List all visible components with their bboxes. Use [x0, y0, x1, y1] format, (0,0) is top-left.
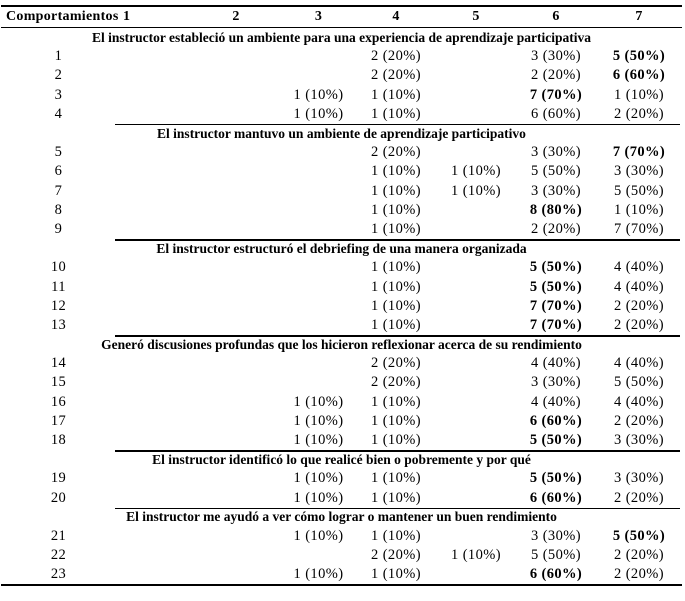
row-number: 4	[54, 105, 63, 122]
table-row	[1, 354, 682, 373]
section-header-row	[1, 239, 682, 258]
row-number: 5	[54, 144, 63, 161]
cell-col7: 4 (40%)	[614, 278, 664, 295]
cell-col5	[436, 66, 516, 85]
cell-col3	[281, 66, 356, 85]
cell-col2	[191, 66, 281, 85]
table-row	[1, 220, 682, 239]
cell-col7: 2 (20%)	[614, 547, 664, 564]
cell-col4: 1 (10%)	[371, 316, 421, 333]
table-row	[1, 86, 682, 105]
cell-col7: 5 (50%)	[612, 527, 666, 544]
cell-col1	[116, 66, 191, 85]
table-row	[1, 469, 682, 488]
cell-col6: 6 (60%)	[529, 566, 583, 583]
table-row	[1, 489, 682, 508]
cell-col3: 1 (10%)	[293, 432, 344, 449]
section-title: El instructor identificó lo que realicé bien o pobremente y por qué	[1, 450, 682, 469]
cell-col5	[436, 469, 516, 488]
cell-col4: 2 (20%)	[371, 48, 421, 65]
cell-col3	[281, 201, 356, 220]
cell-col2	[191, 258, 281, 277]
cell-col3: 1 (10%)	[293, 412, 344, 429]
cell-col1	[116, 393, 191, 412]
cell-col1	[116, 354, 191, 373]
cell-col7: 4 (40%)	[614, 259, 664, 276]
cell-col7: 4 (40%)	[614, 355, 664, 372]
cell-col2	[191, 393, 281, 412]
cell-col7: 1 (10%)	[614, 201, 664, 218]
cell-col4: 1 (10%)	[371, 105, 421, 122]
cell-col4: 2 (20%)	[371, 67, 421, 84]
cell-col2	[191, 412, 281, 431]
cell-col7: 6 (60%)	[612, 67, 666, 84]
cell-col4: 2 (20%)	[371, 374, 421, 391]
table-row	[1, 527, 682, 546]
column-header-6: 6	[516, 6, 596, 28]
cell-col4: 1 (10%)	[371, 259, 421, 276]
cell-col6: 2 (20%)	[531, 67, 581, 84]
cell-col5: 1 (10%)	[451, 547, 501, 564]
cell-col3	[281, 316, 356, 335]
row-number: 13	[50, 316, 67, 333]
row-number: 12	[50, 297, 67, 314]
cell-col5	[436, 47, 516, 66]
cell-col1	[116, 527, 191, 546]
cell-col1	[116, 201, 191, 220]
row-number: 7	[54, 182, 63, 199]
row-number: 17	[50, 412, 67, 429]
cell-col2	[191, 201, 281, 220]
cell-col4: 1 (10%)	[371, 278, 421, 295]
cell-col7: 2 (20%)	[614, 566, 664, 583]
column-header-1: 1	[116, 6, 191, 28]
row-number: 18	[50, 432, 67, 449]
cell-col2	[191, 489, 281, 508]
cell-col7: 5 (50%)	[614, 374, 664, 391]
cell-col6: 5 (50%)	[529, 470, 583, 487]
cell-col7: 7 (70%)	[614, 220, 664, 237]
cell-col3	[281, 162, 356, 181]
cell-col4: 1 (10%)	[371, 201, 421, 218]
cell-col5	[436, 431, 516, 450]
row-number: 20	[50, 489, 67, 506]
row-number: 1	[54, 48, 63, 65]
table-row	[1, 182, 682, 201]
header-row	[1, 6, 682, 28]
section-header-row	[1, 28, 682, 48]
cell-col1	[116, 277, 191, 296]
cell-col2	[191, 297, 281, 316]
table-row	[1, 412, 682, 431]
cell-col5	[436, 373, 516, 392]
cell-col5	[436, 220, 516, 239]
cell-col1	[116, 431, 191, 450]
cell-col1	[116, 143, 191, 162]
cell-col6: 6 (60%)	[529, 412, 583, 429]
cell-col7: 7 (70%)	[612, 144, 666, 161]
cell-col7: 5 (50%)	[612, 48, 666, 65]
cell-col6: 7 (70%)	[529, 297, 583, 314]
table-row	[1, 201, 682, 220]
cell-col4: 2 (20%)	[371, 547, 421, 564]
cell-col2	[191, 431, 281, 450]
table-row	[1, 105, 682, 124]
cell-col5	[436, 354, 516, 373]
row-number: 16	[50, 393, 67, 410]
cell-col2	[191, 316, 281, 335]
cell-col5	[436, 489, 516, 508]
cell-col5	[436, 258, 516, 277]
cell-col7: 4 (40%)	[614, 393, 664, 410]
table-row	[1, 143, 682, 162]
cell-col5	[436, 201, 516, 220]
column-header-2: 2	[191, 6, 281, 28]
cell-col4: 1 (10%)	[371, 527, 421, 544]
cell-col1	[116, 373, 191, 392]
cell-col1	[116, 546, 191, 565]
table-row	[1, 277, 682, 296]
section-title: El instructor estableció un ambiente para una experiencia de aprendizaje participativa	[92, 29, 591, 45]
cell-col7: 2 (20%)	[614, 105, 664, 122]
cell-col2	[191, 527, 281, 546]
column-header-7: 7	[596, 6, 682, 28]
cell-col3	[281, 546, 356, 565]
section-title: El instructor me ayudó a ver cómo lograr o mantener un buen rendimiento	[1, 508, 682, 527]
cell-col3: 1 (10%)	[293, 527, 344, 544]
cell-col6: 2 (20%)	[531, 220, 581, 237]
section-header-row	[1, 450, 682, 469]
cell-col5	[436, 105, 516, 124]
cell-col3	[281, 297, 356, 316]
table-row	[1, 316, 682, 335]
cell-col7: 5 (50%)	[614, 182, 664, 199]
cell-col5: 1 (10%)	[451, 163, 501, 180]
cell-col6: 7 (70%)	[529, 316, 583, 333]
cell-col2	[191, 565, 281, 585]
cell-col6: 3 (30%)	[531, 48, 581, 65]
table-row	[1, 47, 682, 66]
corner-header: Comportamientos	[1, 6, 116, 28]
cell-col4: 1 (10%)	[371, 182, 421, 199]
row-number: 19	[50, 470, 67, 487]
row-number: 15	[50, 374, 67, 391]
cell-col5: 1 (10%)	[451, 182, 501, 199]
row-number: 22	[50, 547, 67, 564]
cell-col3: 1 (10%)	[293, 566, 344, 583]
cell-col7: 3 (30%)	[614, 163, 664, 180]
cell-col3: 1 (10%)	[293, 86, 344, 103]
cell-col4: 1 (10%)	[371, 412, 421, 429]
cell-col2	[191, 105, 281, 124]
cell-col1	[116, 469, 191, 488]
cell-col7: 1 (10%)	[614, 86, 664, 103]
cell-col7: 3 (30%)	[614, 432, 664, 449]
cell-col5	[436, 393, 516, 412]
cell-col6: 3 (30%)	[531, 182, 581, 199]
cell-col6: 5 (50%)	[529, 432, 583, 449]
cell-col1	[116, 105, 191, 124]
row-number: 9	[54, 220, 63, 237]
cell-col1	[116, 47, 191, 66]
cell-col6: 5 (50%)	[531, 163, 581, 180]
row-number: 14	[50, 355, 67, 372]
cell-col1	[116, 220, 191, 239]
section-header-row	[1, 508, 682, 527]
table-row	[1, 546, 682, 565]
cell-col3	[281, 373, 356, 392]
cell-col2	[191, 182, 281, 201]
table-row	[1, 431, 682, 450]
cell-col3	[281, 182, 356, 201]
cell-col5	[436, 86, 516, 105]
cell-col4: 2 (20%)	[371, 355, 421, 372]
cell-col3: 1 (10%)	[293, 489, 344, 506]
cell-col4: 1 (10%)	[371, 297, 421, 314]
cell-col1	[116, 86, 191, 105]
row-number: 11	[51, 278, 66, 295]
cell-col1	[116, 162, 191, 181]
cell-col1	[116, 258, 191, 277]
row-number: 8	[54, 201, 63, 218]
section-title: El instructor mantuvo un ambiente de aprendizaje participativo	[1, 124, 682, 143]
cell-col2	[191, 47, 281, 66]
section-title: El instructor estructuró el debriefing de una manera organizada	[1, 239, 682, 258]
cell-col4: 1 (10%)	[371, 432, 421, 449]
column-header-5: 5	[436, 6, 516, 28]
cell-col5	[436, 527, 516, 546]
row-number: 3	[54, 86, 63, 103]
cell-col6: 5 (50%)	[529, 259, 583, 276]
cell-col5	[436, 316, 516, 335]
cell-col2	[191, 354, 281, 373]
cell-col4: 1 (10%)	[371, 489, 421, 506]
cell-col2	[191, 373, 281, 392]
cell-col3: 1 (10%)	[293, 393, 344, 410]
section-header-row	[1, 124, 682, 143]
table-row	[1, 162, 682, 181]
cell-col2	[191, 220, 281, 239]
cell-col6: 3 (30%)	[531, 144, 581, 161]
column-header-4: 4	[356, 6, 436, 28]
cell-col5	[436, 297, 516, 316]
cell-col3	[281, 220, 356, 239]
cell-col5	[436, 412, 516, 431]
cell-col6: 5 (50%)	[531, 547, 581, 564]
cell-col4: 1 (10%)	[371, 470, 421, 487]
cell-col4: 1 (10%)	[371, 163, 421, 180]
behaviors-frequency-table	[1, 5, 682, 586]
cell-col6: 5 (50%)	[529, 278, 583, 295]
cell-col3	[281, 143, 356, 162]
cell-col2	[191, 277, 281, 296]
section-header-row	[1, 335, 682, 354]
cell-col2	[191, 469, 281, 488]
cell-col2	[191, 86, 281, 105]
cell-col3: 1 (10%)	[293, 470, 344, 487]
table-row	[1, 66, 682, 85]
cell-col6: 6 (60%)	[531, 105, 581, 122]
section-title: Generó discusiones profundas que los hicieron reflexionar acerca de su rendimiento	[1, 335, 682, 354]
cell-col2	[191, 143, 281, 162]
cell-col7: 2 (20%)	[614, 297, 664, 314]
cell-col3: 1 (10%)	[293, 105, 344, 122]
cell-col7: 2 (20%)	[614, 412, 664, 429]
cell-col7: 2 (20%)	[614, 316, 664, 333]
cell-col1	[116, 297, 191, 316]
cell-col2	[191, 546, 281, 565]
row-number: 23	[50, 566, 67, 583]
cell-col5	[436, 143, 516, 162]
cell-col3	[281, 354, 356, 373]
table-row	[1, 565, 682, 585]
cell-col4: 1 (10%)	[371, 86, 421, 103]
cell-col1	[116, 412, 191, 431]
row-number: 6	[54, 163, 63, 180]
table-row	[1, 258, 682, 277]
cell-col6: 4 (40%)	[531, 393, 581, 410]
cell-col3	[281, 258, 356, 277]
table-row	[1, 393, 682, 412]
cell-col1	[116, 565, 191, 585]
row-number: 10	[50, 259, 67, 276]
cell-col6: 3 (30%)	[531, 374, 581, 391]
cell-col7: 2 (20%)	[614, 489, 664, 506]
cell-col6: 3 (30%)	[531, 527, 581, 544]
cell-col4: 1 (10%)	[371, 566, 421, 583]
cell-col1	[116, 316, 191, 335]
row-number: 21	[50, 527, 67, 544]
cell-col1	[116, 489, 191, 508]
table-row	[1, 373, 682, 392]
column-header-3: 3	[281, 6, 356, 28]
cell-col6: 4 (40%)	[531, 355, 581, 372]
cell-col1	[116, 182, 191, 201]
table-row	[1, 297, 682, 316]
cell-col6: 6 (60%)	[529, 489, 583, 506]
cell-col6: 8 (80%)	[529, 201, 583, 218]
cell-col5	[436, 565, 516, 585]
cell-col2	[191, 162, 281, 181]
cell-col3	[281, 277, 356, 296]
row-number: 2	[54, 67, 63, 84]
cell-col6: 7 (70%)	[529, 86, 583, 103]
cell-col7: 3 (30%)	[614, 470, 664, 487]
cell-col4: 1 (10%)	[371, 220, 421, 237]
cell-col3	[281, 47, 356, 66]
cell-col4: 1 (10%)	[371, 393, 421, 410]
cell-col5	[436, 277, 516, 296]
cell-col4: 2 (20%)	[371, 144, 421, 161]
